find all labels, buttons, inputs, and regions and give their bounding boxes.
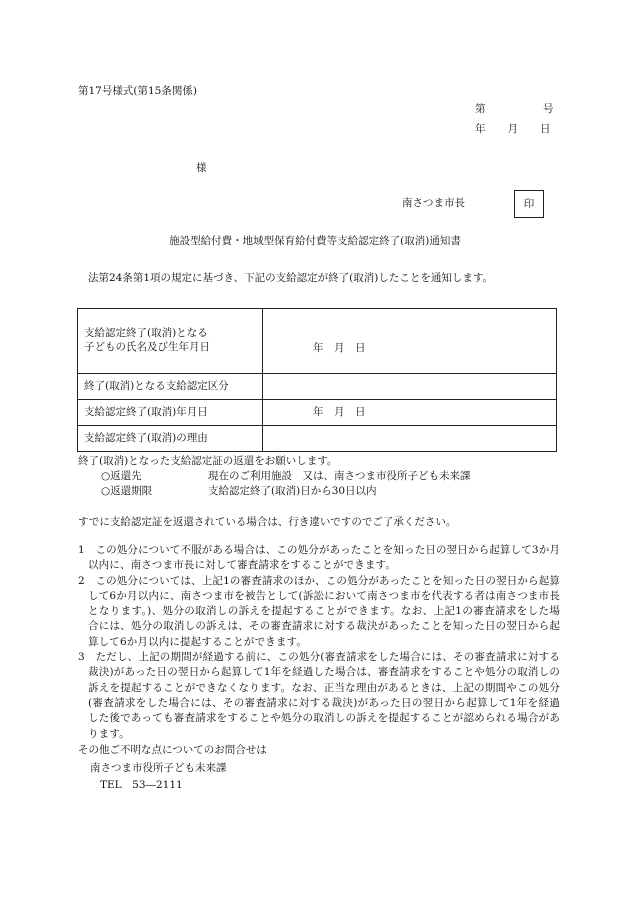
document-number-label: 第 [475,103,486,115]
table-row [78,309,557,374]
notice-item: 3 ただし、上記の期間が経過する前に、この処分(審査請求をした場合には、その審査請求に対する裁決)があった日の翌日から起算して1年を経過した場合は、審査請求をすることや処分の取消しの訴えを提起することができなくなります。なお、正当な理由があるときは、上記の期間やこの処分(審査請求をした場合には、その審査請求に対する裁決)があった日の翌日から起算して1年を経過した後であっても審査請求をすることや処分の取消しの訴えを提起することが認められる場合があります。 [78,651,560,740]
table-value-child-birthdate [263,309,557,374]
addressee-suffix: 様 [196,162,207,174]
table-row [78,426,557,452]
document-number-unit: 号 [543,103,554,115]
table-value-text: 年 月 日 [313,405,366,418]
form-number: 第17号様式(第15条関係) [78,85,197,97]
issue-date-year: 年 [475,123,486,135]
issue-date-day: 日 [540,123,551,135]
notice-item: 1 この処分について不服がある場合は、この処分があったことを知った日の翌日から起算して3か月以内に、南さつま市長に対して審査請求をすることができます。 [78,544,560,572]
table-label-reason: 支給認定終了(取消)の理由 [78,426,263,452]
already-returned-note: すでに支給認定証を返還されている場合は、行き違いですのでご了承ください。 [78,516,457,528]
table-value-text: 年 月 日 [313,341,366,354]
return-deadline-label: ○返還期限 [101,485,153,497]
table-value-end-date [263,400,557,426]
table-row [78,374,557,400]
return-destination-value: 現在のご利用施設 又は、南さつま市役所子ども未来課 [208,470,471,482]
table-label-category: 終了(取消)となる支給認定区分 [78,374,263,400]
contact-phone: TEL 53―2111 [100,779,183,791]
return-request-text: 終了(取消)となった支給認定証の返還をお願いします。 [78,455,338,467]
issuer-name: 南さつま市長 [402,197,465,209]
table-value-category [263,374,557,400]
issue-date-month: 月 [507,123,518,135]
table-label-end-date: 支給認定終了(取消)年月日 [78,400,263,426]
contact-office: 南さつま市役所子ども未来課 [90,762,227,774]
issue-date [475,123,551,137]
table-label-line: 支給認定終了(取消)となる [84,327,208,340]
certification-table [77,308,557,452]
appeal-notices [78,543,560,742]
table-row [78,400,557,426]
document-title: 施設型給付費・地域型保育給付費等支給認定終了(取消)通知書 [169,235,461,247]
table-label-line: 子どもの氏名及び生年月日 [84,341,210,353]
table-value-reason [263,426,557,452]
intro-text: 法第24条第1項の規定に基づき、下記の支給認定が終了(取消)したことを通知します。 [88,272,493,284]
return-deadline-value: 支給認定終了(取消)日から30日以内 [208,485,377,497]
notice-item: 2 この処分については、上記1の審査請求のほか、この処分があったことを知った日の翌日から起算して6か月以内に、南さつま市を被告として(訴訟において南さつま市を代表する者は南さつま市長となります。)、処分の取消しの訴えを提起することができます。なお、上記1の審査請求をした場合には、処分の取消しの訴えは、その審査請求に対する裁決があったことを知った日の翌日から起算して6か月以内に提起することができます。 [78,574,560,648]
table-label-child [78,309,263,374]
seal-box: 印 [514,190,544,218]
contact-heading: その他ご不明な点についてのお問合せは [78,744,267,756]
return-destination-label: ○返還先 [101,470,142,482]
